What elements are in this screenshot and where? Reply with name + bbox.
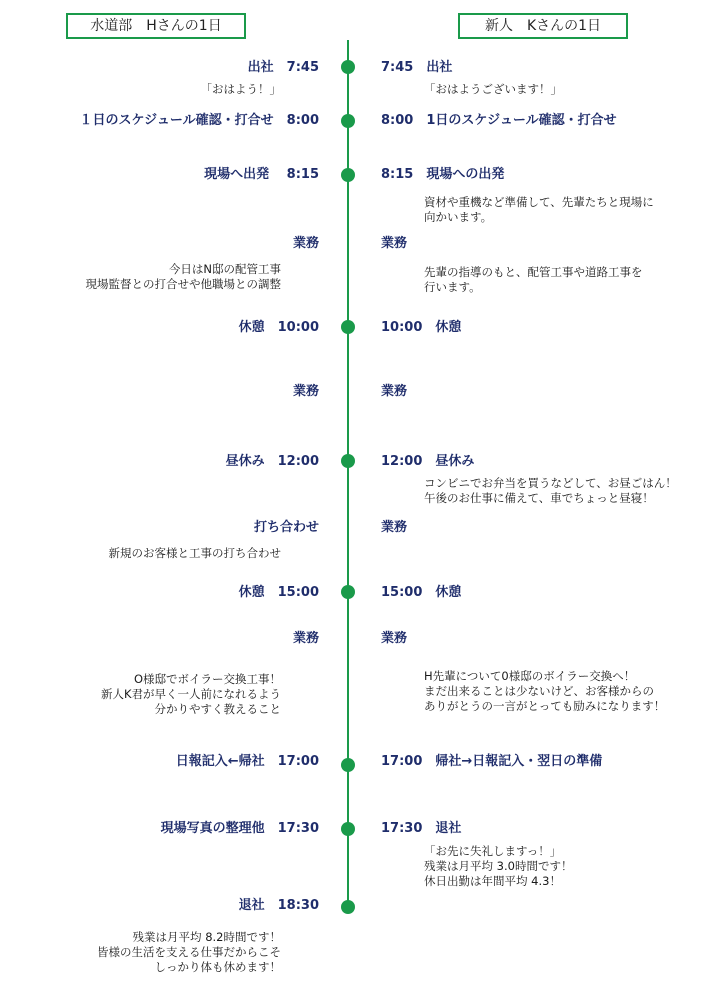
left-note <box>201 82 282 97</box>
right-note-line: H先輩について0様邸のボイラー交換へ！ <box>424 669 636 683</box>
left-event: 業務 <box>292 631 319 646</box>
right-note-line: 「おはようございます！」 <box>424 82 562 96</box>
right-note <box>424 265 643 295</box>
left-note <box>101 672 281 717</box>
left-event: 日報記入←帰社 17:00 <box>175 754 319 769</box>
right-event: 業務 <box>381 520 408 535</box>
right-event: 17:00 帰社→日報記入・翌日の準備 <box>381 754 603 769</box>
right-event: 業務 <box>381 384 408 399</box>
left-event: 業務 <box>292 384 319 399</box>
right-note-line: 休日出勤は年間平均 4.3！ <box>424 874 561 888</box>
right-event: 業務 <box>381 631 408 646</box>
right-note-line: コンビニでお弁当を買うなどして、お昼ごはん！ <box>424 476 677 490</box>
right-note-line: 向かいます。 <box>424 210 493 224</box>
right-event: 15:00 休憩 <box>381 585 462 600</box>
right-note-line: 残業は月平均 3.0時間です！ <box>424 859 573 873</box>
header-k-san: 新人 Kさんの1日 <box>458 13 628 39</box>
right-event: 12:00 昼休み <box>381 454 475 469</box>
left-event: 現場写真の整理他 17:30 <box>160 821 319 836</box>
left-note <box>97 930 281 975</box>
left-note-line: 残業は月平均 8.2時間です！ <box>132 930 281 944</box>
left-note-line: 今日はN邸の配管工事 <box>168 262 281 276</box>
timeline-dot <box>341 168 355 182</box>
left-event: 退社 18:30 <box>238 898 319 913</box>
right-note <box>424 476 677 506</box>
left-note-line: 皆様の生活を支える仕事だからこそ <box>97 945 281 959</box>
left-event: 業務 <box>292 236 319 251</box>
right-note <box>424 669 665 714</box>
right-note <box>424 844 572 889</box>
right-note-line: 行います。 <box>424 280 481 294</box>
left-event: 昼休み 12:00 <box>225 454 319 469</box>
right-event: 8:15 現場への出発 <box>381 167 505 182</box>
right-note <box>424 195 654 225</box>
left-note-line: 「おはよう！」 <box>200 82 281 96</box>
timeline-dot <box>341 454 355 468</box>
left-note-line: 現場監督との打合せや他職場との調整 <box>85 277 281 291</box>
timeline-dot <box>341 60 355 74</box>
header-h-san: 水道部 Hさんの1日 <box>66 13 246 39</box>
right-note-line: 資材や重機など準備して、先輩たちと現場に <box>424 195 654 209</box>
left-note-line: 新人K君が早く一人前になれるよう <box>100 687 281 701</box>
right-note <box>424 82 562 97</box>
left-event: １日のスケジュール確認・打合せ 8:00 <box>79 113 319 128</box>
right-event: 業務 <box>381 236 408 251</box>
left-note <box>86 262 282 292</box>
timeline-dot <box>341 900 355 914</box>
left-event: 打ち合わせ <box>253 520 319 535</box>
right-note-line: 午後のお仕事に備えて、車でちょっと昼寝！ <box>424 491 654 505</box>
left-event: 休憩 10:00 <box>238 320 319 335</box>
right-event: 7:45 出社 <box>381 60 453 75</box>
left-event: 現場へ出発 8:15 <box>204 167 319 182</box>
timeline-dot <box>341 585 355 599</box>
left-note <box>109 546 282 561</box>
timeline-dot <box>341 320 355 334</box>
right-event: 8:00 1日のスケジュール確認・打合せ <box>381 113 617 128</box>
timeline-dot <box>341 114 355 128</box>
right-note-line: まだ出来ることは少ないけど、お客様からの <box>424 684 654 698</box>
left-note-line: O様邸でボイラー交換工事！ <box>133 672 281 686</box>
right-event: 10:00 休憩 <box>381 320 462 335</box>
right-note-line: 先輩の指導のもと、配管工事や道路工事を <box>424 265 643 279</box>
timeline-dot <box>341 822 355 836</box>
left-note-line: 新規のお客様と工事の打ち合わせ <box>108 546 281 560</box>
left-note-line: 分かりやすく教えること <box>154 702 281 716</box>
right-event: 17:30 退社 <box>381 821 462 836</box>
left-note-line: しっかり体も休めます！ <box>154 960 281 974</box>
timeline-dot <box>341 758 355 772</box>
left-event: 休憩 15:00 <box>238 585 319 600</box>
right-note-line: ありがとうの一言がとっても励みになります！ <box>424 699 666 713</box>
right-note-line: 「お先に失礼しますっ！」 <box>424 844 562 858</box>
left-event: 出社 7:45 <box>247 60 319 75</box>
